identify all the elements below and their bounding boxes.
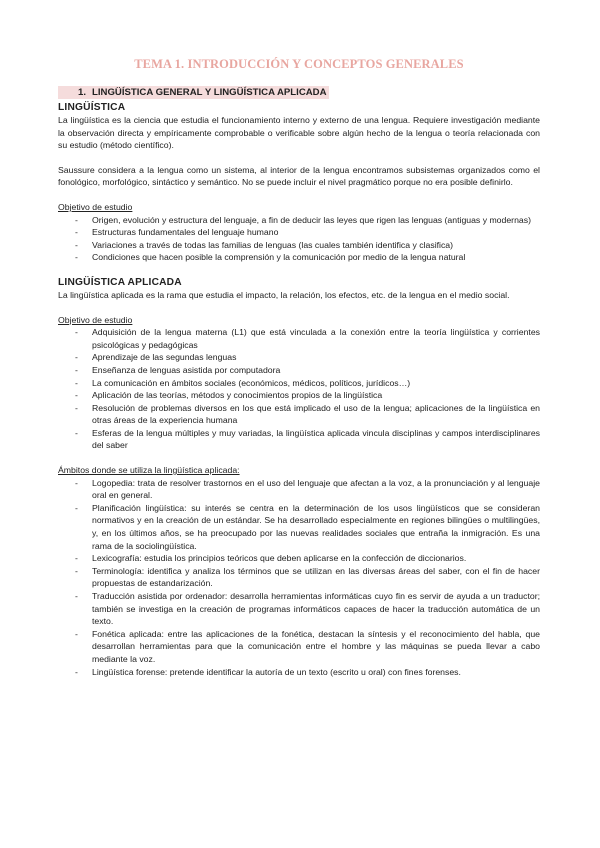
list-item: - Enseñanza de lenguas asistida por computadora bbox=[75, 364, 281, 375]
list-item: - Lexicografía: estudia los principios teóricos que deben aplicarse en la confección de diccionarios. bbox=[75, 553, 467, 564]
spacer bbox=[58, 452, 540, 464]
linguistica-heading: LINGÜÍSTICA bbox=[58, 102, 126, 113]
dash-bullet: - bbox=[75, 352, 78, 363]
section-heading bbox=[58, 87, 540, 101]
dash-bullet: - bbox=[75, 239, 78, 250]
aplicada-objective-heading: Objetivo de estudio bbox=[58, 314, 133, 325]
list-item: - Aplicación de las teorías, métodos y conocimientos propios de la lingüística bbox=[75, 390, 383, 401]
section-heading-highlight bbox=[58, 86, 329, 99]
list-item: - Variaciones a través de todas las familias de lenguas (las cuales también identifica y clasifica) bbox=[75, 239, 454, 250]
dash-bullet: - bbox=[75, 364, 78, 375]
spacer bbox=[58, 152, 540, 164]
linguistica-objectives-list bbox=[58, 214, 540, 264]
list-item: - Terminología: identifica y analiza los términos que se utilizan en las diversas áreas del saber, con el fin de hacer propuestas de estandarización. bbox=[75, 565, 540, 589]
ambitos-list bbox=[58, 477, 540, 679]
dash-bullet: - bbox=[75, 565, 78, 576]
list-item: - Aprendizaje de las segundas lenguas bbox=[75, 352, 237, 363]
linguistica-objective-heading: Objetivo de estudio bbox=[58, 201, 133, 212]
dash-bullet: - bbox=[75, 477, 78, 488]
dash-bullet: - bbox=[75, 327, 78, 338]
dash-bullet: - bbox=[75, 390, 78, 401]
spacer bbox=[58, 302, 540, 314]
ambitos-heading: Ámbitos donde se utiliza la lingüística aplicada: bbox=[58, 465, 240, 476]
page-title: TEMA 1. INTRODUCCIÓN Y CONCEPTOS GENERALES bbox=[134, 57, 464, 71]
dash-bullet: - bbox=[75, 628, 78, 639]
dash-bullet: - bbox=[75, 553, 78, 564]
list-item: - Estructuras fundamentales del lenguaje humano bbox=[75, 227, 279, 238]
dash-bullet: - bbox=[75, 502, 78, 513]
dash-bullet: - bbox=[75, 227, 78, 238]
section-number: 1. bbox=[78, 87, 87, 98]
dash-bullet: - bbox=[75, 591, 78, 601]
dash-bullet: - bbox=[75, 377, 78, 388]
dash-bullet: - bbox=[75, 402, 78, 413]
list-item: - Adquisición de la lengua materna (L1) que está vinculada a la conexión entre la teoría lingüística y corrientes psicológicas y pedagógicas bbox=[75, 327, 540, 350]
list-item: - Condiciones que hacen posible la comprensión y la comunicación por medio de la lengua natural bbox=[75, 252, 466, 263]
dash-bullet: - bbox=[75, 427, 78, 438]
list-item: - Traducción asistida por ordenador: desarrolla herramientas informáticas cuyo fin es servir de ayuda a un traductor; también se investiga en la creación de programas informáticos capaces de hacer la traducción automática de un texto. bbox=[75, 591, 540, 627]
list-item: - Planificación lingüística: su interés se centra en la determinación de los usos lingüísticos que se consideran normativos y en la creación de un estándar. Se ha desarrollado especialmente en regiones bilingües o multilingües, y, en los últimos años, se ha preocupado por las nuevas realidades sociales que entraña la inmigración. Es una rama de la sociolingüística. bbox=[75, 502, 540, 551]
list-item: - La comunicación en ámbitos sociales (económicos, médicos, políticos, jurídicos…) bbox=[75, 377, 411, 388]
linguistica-paragraph-1: La lingüística es la ciencia que estudia el funcionamiento interno y externo de una lengua. Requiere investigación mediante la observación directa y empíricamente comprobable o verificable sobre algún hecho de la lengua o teoría relacionada con su estudio (método científico). bbox=[58, 115, 540, 151]
aplicada-heading: LINGÜÍSTICA APLICADA bbox=[58, 276, 182, 288]
dash-bullet: - bbox=[75, 214, 78, 225]
dash-bullet: - bbox=[75, 666, 78, 677]
list-item: - Origen, evolución y estructura del lenguaje, a fin de deducir las leyes que rigen las lenguas (antiguas y modernas) bbox=[75, 214, 531, 225]
list-item: - Logopedia: trata de resolver trastornos en el uso del lenguaje que afectan a la voz, a la pronunciación y al lenguaje oral en general. bbox=[75, 477, 540, 501]
list-item: - Lingüística forense: pretende identificar la autoría de un texto (escrito u oral) con fines forenses. bbox=[75, 666, 461, 677]
spacer bbox=[58, 264, 540, 276]
list-item: - Fonética aplicada: entre las aplicaciones de la fonética, destacan la síntesis y el reconocimiento del habla, que desarrollan herramientas para que la comunicación entre el hombre y las máquinas se pueda llevar a cabo mediante la voz. bbox=[75, 628, 540, 664]
spacer bbox=[58, 189, 540, 201]
aplicada-objectives-list bbox=[58, 326, 540, 452]
aplicada-paragraph-1: La lingüística aplicada es la rama que estudia el impacto, la relación, los efectos, etc. de la lengua en el medio social. bbox=[58, 289, 510, 300]
list-item: - Resolución de problemas diversos en los que está implicado el uso de la lengua; aplicaciones de la lingüística en otras áreas de la experiencia humana bbox=[75, 402, 540, 426]
linguistica-paragraph-2: Saussure considera a la lengua como un sistema, al interior de la lengua encontramos subsistemas organizados como el fonológico, morfológico, sintáctico y semántico. No se puede incluir el nivel pragmático porque no era posible definirlo. bbox=[58, 164, 540, 188]
dash-bullet: - bbox=[75, 252, 78, 263]
list-item: - Esferas de la lengua múltiples y muy variadas, la lingüística aplicada vincula disciplinas y campos interdisciplinares del saber bbox=[75, 427, 540, 451]
section-label: LINGÜÍSTICA GENERAL Y LINGÜÍSTICA APLICADA bbox=[92, 87, 327, 98]
